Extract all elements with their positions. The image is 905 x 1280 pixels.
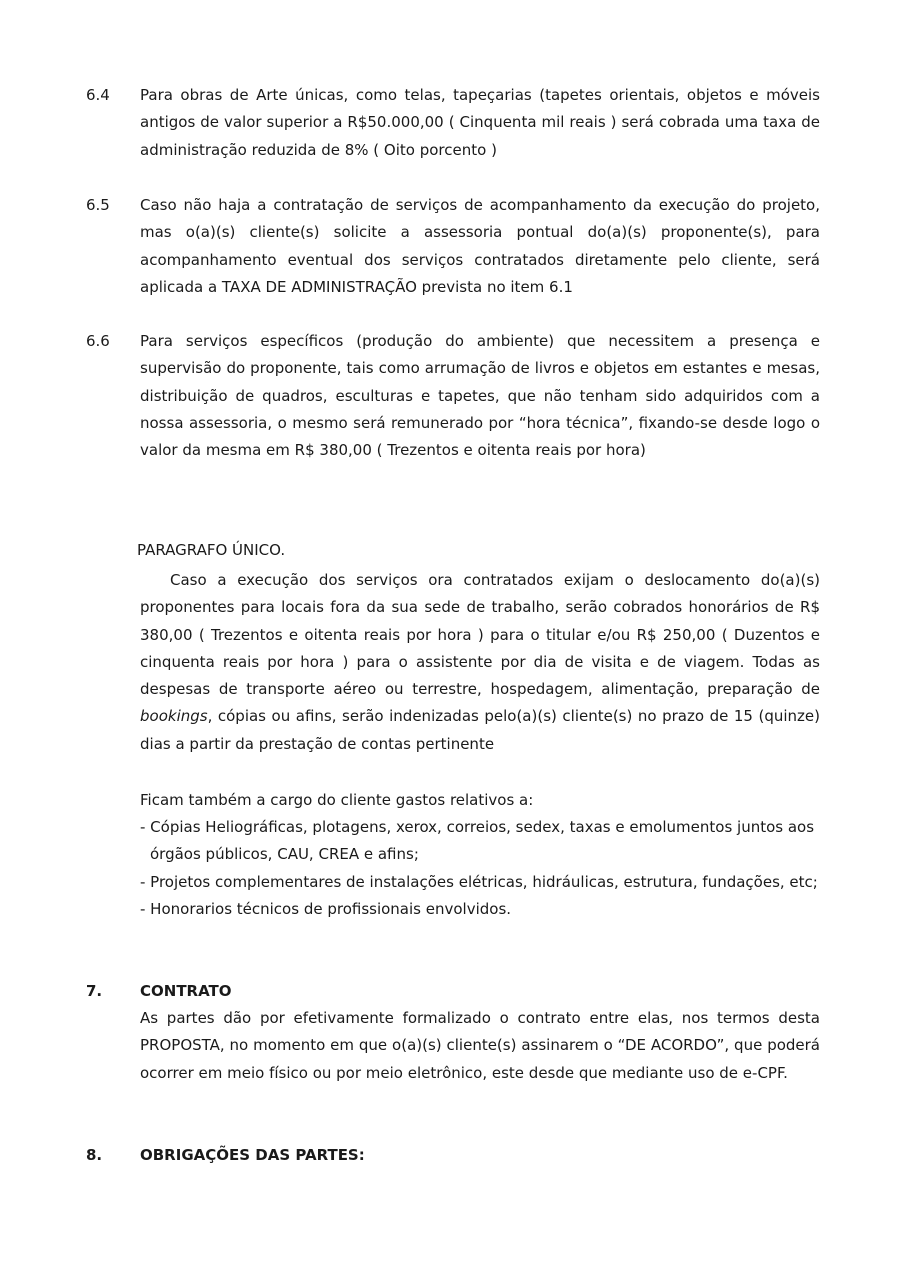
list-item: - Honorarios técnicos de profissionais envolvidos. — [140, 899, 512, 918]
clause-text: Caso não haja a contratação de serviços de acompanhamento da execução do projeto, mas o(a)(s) cliente(s) solicite a assessoria pontual do(a)(s) proponente(s), para acompanhamento eventual dos serviços contratados diretamente pelo cliente, será aplicada a TAXA DE ADMINISTRAÇÃO prevista no item 6.1 — [140, 196, 820, 296]
section-7-heading — [86, 978, 820, 1005]
section-title: OBRIGAÇÕES DAS PARTES: — [140, 1146, 365, 1164]
clause-6-5 — [86, 192, 820, 301]
clause-6-6 — [86, 328, 820, 464]
section-title: CONTRATO — [140, 982, 232, 1000]
clause-number: 6.4 — [86, 86, 110, 104]
section-8-heading — [86, 1142, 820, 1169]
clause-number: 6.6 — [86, 332, 110, 350]
section-number: 7. — [86, 982, 103, 1000]
clause-text: Para serviços específicos (produção do ambiente) que necessitem a presença e supervisão do proponente, tais como arrumação de livros e objetos em estantes e mesas, distribuição de quadros, esculturas e tapetes, que não tenham sido adquiridos com a nossa assessoria, o mesmo será remunerado por “hora técnica”, fixando-se desde logo o valor da mesma em R$ 380,00 ( Trezentos e oitenta reais por hora) — [140, 332, 820, 460]
clause-number: 6.5 — [86, 196, 110, 214]
section-7-text: As partes dão por efetivamente formalizado o contrato entre elas, nos termos desta PROPOSTA, no momento em que o(a)(s) cliente(s) assinarem o “DE ACORDO”, que poderá ocorrer em meio físico ou por meio eletrônico, este desde que mediante uso de e-CPF. — [140, 1009, 820, 1082]
paragrafo-text-part-2: , cópias ou afins, serão indenizadas pelo(a)(s) cliente(s) no prazo de 15 (quinze) dias a partir da prestação de contas pertinente — [140, 707, 820, 753]
paragrafo-italic-word: bookings — [140, 707, 208, 726]
list-item: - Projetos complementares de instalações elétricas, hidráulicas, estrutura, fundações, etc; — [140, 872, 818, 891]
client-costs-list — [140, 814, 820, 923]
clause-6-4 — [86, 82, 820, 164]
clause-text: Para obras de Arte únicas, como telas, tapeçarias (tapetes orientais, objetos e móveis antigos de valor superior a R$50.000,00 ( Cinquenta mil reais ) será cobrada uma taxa de administração reduzida de 8% ( Oito porcento ) — [140, 86, 820, 159]
list-item: - Cópias Heliográficas, plotagens, xerox, correios, sedex, taxas e emolumentos juntos aos órgãos públicos, CAU, CREA e afins; — [140, 818, 815, 864]
client-costs-intro: Ficam também a cargo do cliente gastos relativos a: — [140, 791, 534, 809]
paragrafo-text-part-1: Caso a execução dos serviços ora contratados exijam o deslocamento do(a)(s) proponentes para locais fora da sua sede de trabalho, serão cobrados honorários de R$ 380,00 ( Trezentos e oitenta reais por hora ) para o titular e/ou R$ 250,00 ( Duzentos e cinquenta reais por hora ) para o assistente por dia de visita e de viagem. Todas as despesas de transporte aéreo ou terrestre, hospedagem, alimentação, preparação de — [140, 571, 820, 699]
paragrafo-unico-title: PARAGRAFO ÚNICO. — [137, 541, 286, 559]
section-number: 8. — [86, 1146, 103, 1164]
paragrafo-unico-text — [140, 567, 820, 758]
